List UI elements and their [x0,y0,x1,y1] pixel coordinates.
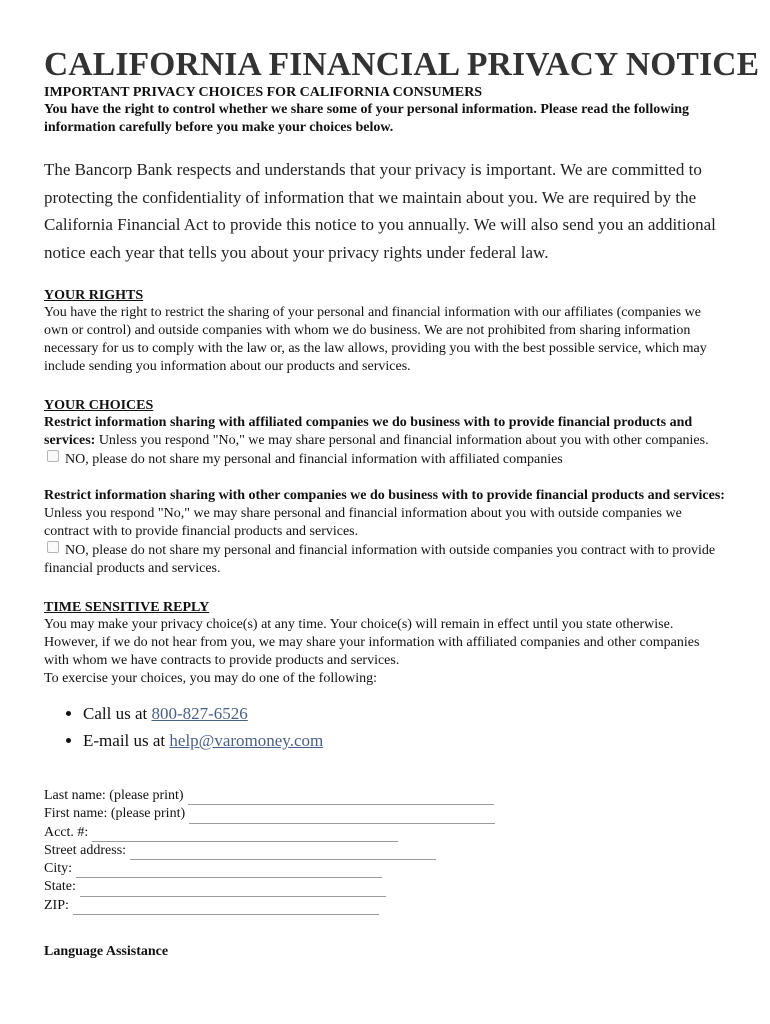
reply-form [44,787,726,915]
email-link[interactable]: help@varomoney.com [169,731,324,750]
reply-body: You may make your privacy choice(s) at any time. Your choice(s) will remain in effect until you state otherwise. However, if we do not hear from you, we may share your information with affiliated companies and other companies with whom we have contracts to provide products and services. [44,617,700,668]
zip-label: ZIP: [44,897,69,913]
first-name-label: First name: (please print) [44,806,186,822]
account-label: Acct. #: [44,824,89,840]
page-subtitle: IMPORTANT PRIVACY CHOICES FOR CALIFORNIA CONSUMERS [44,85,483,100]
affiliated-opt-out-checkbox[interactable] [47,450,59,462]
contact-options-list [44,700,726,754]
account-row [44,824,726,842]
other-choice-description: Unless you respond "No," we may share personal and financial information about you with outside companies we contract with to provide financial products and services. [44,506,682,539]
affiliated-choice-description: Unless you respond "No," we may share personal and financial information about you with other companies. [95,433,709,448]
reply-heading: TIME SENSITIVE REPLY [44,600,210,615]
other-opt-out-checkbox[interactable] [47,541,59,553]
affiliated-opt-out-label: NO, please do not share my personal and financial information with affiliated companies [65,452,563,467]
zip-row [44,897,726,915]
first-name-row [44,805,726,823]
intro-text: You have the right to control whether we share some of your personal information. Please read the following information carefully before you make your choices below. [44,102,689,135]
contact-option-email [83,727,726,754]
lead-paragraph: The Bancorp Bank respects and understands that your privacy is important. We are committed to protecting the confidentiality of information that we maintain about you. We are required by the California Financial Act to provide this notice to you annually. We will also send you an additional notice each year that tells you about your privacy rights under federal law. [44,160,716,262]
city-row [44,860,726,878]
last-name-field[interactable] [188,792,494,805]
phone-prefix: Call us at [83,704,152,723]
reply-exercise: To exercise your choices, you may do one of the following: [44,671,377,686]
other-choice-title: Restrict information sharing with other companies we do business with to provide financial products and services: [44,488,725,503]
state-label: State: [44,879,76,895]
first-name-field[interactable] [189,811,495,824]
city-field[interactable] [76,865,382,878]
affiliated-opt-out [44,450,726,469]
state-row [44,878,726,896]
choices-heading: YOUR CHOICES [44,398,154,413]
affiliated-choice-text [44,414,726,450]
last-name-row [44,787,726,805]
last-name-label: Last name: (please print) [44,788,184,803]
email-prefix: E-mail us at [83,731,170,750]
rights-body: You have the right to restrict the sharing of your personal and financial information with our affiliates (companies we own or control) and outside companies with whom we do business. We are not prohibited from sharing information necessary for us to comply with the law or, as the law allows, providing you with the best possible service, which may include sending you information about our products and services. [44,305,707,374]
page-title: CALIFORNIA FINANCIAL PRIVACY NOTICE [44,46,760,83]
state-field[interactable] [80,884,386,897]
phone-link[interactable]: 800-827-6526 [151,704,248,723]
affiliated-choice-title: Restrict information sharing with affiliated companies we do business with to provide financial products and services: [44,415,693,448]
street-label: Street address: [44,842,127,858]
zip-field[interactable] [73,902,379,915]
other-opt-out-label: NO, please do not share my personal and financial information with outside companies you contract with to provide financial products and services. [44,543,716,576]
street-field[interactable] [130,847,436,860]
other-choice-text [44,487,726,541]
contact-option-phone [83,700,726,727]
language-assistance-heading: Language Assistance [44,944,169,960]
rights-heading: YOUR RIGHTS [44,288,144,303]
other-opt-out [44,541,726,578]
street-row [44,842,726,860]
account-field[interactable] [92,829,398,842]
city-label: City: [44,861,73,877]
